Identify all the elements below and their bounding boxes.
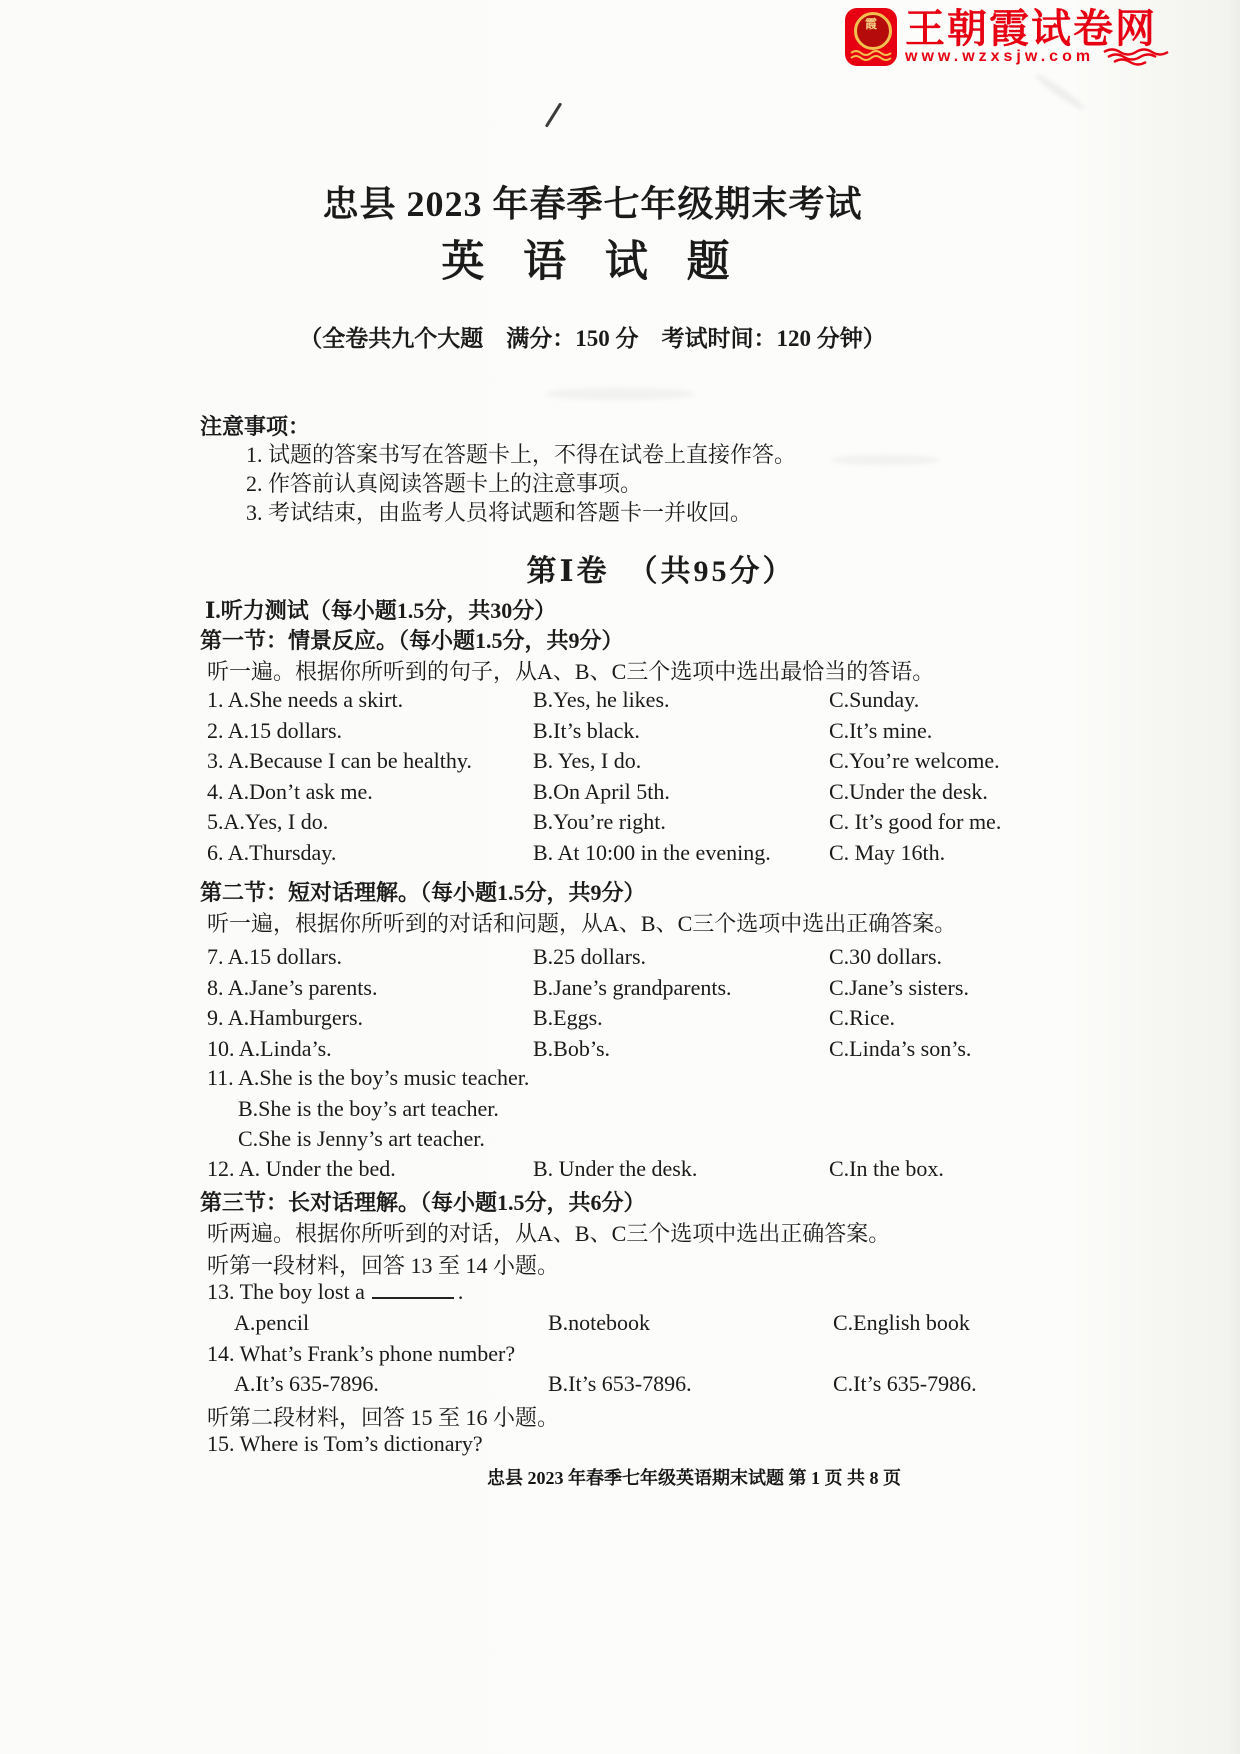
choice-a: 7. A.15 dollars.	[207, 944, 343, 969]
choice-a: 11. A.She is the boy’s music teacher.	[207, 1065, 530, 1090]
choice-b: B.It’s black.	[533, 717, 640, 743]
notice-list	[246, 440, 796, 527]
question-row	[0, 840, 1240, 871]
choice-c: C.It’s mine.	[829, 717, 933, 743]
question-13-options	[0, 1310, 1240, 1336]
section2-heading: 第二节：短对话理解。（每小题1.5分，共9分）	[200, 880, 646, 905]
choice-c: C.Jane’s sisters.	[829, 974, 969, 1000]
exam-meta-line: （全卷共九个大题 满分：150 分 考试时间：120 分钟）	[299, 326, 886, 351]
section3-heading: 第三节：长对话理解。（每小题1.5分，共6分）	[200, 1190, 646, 1215]
choice-c: C.30 dollars.	[829, 944, 943, 969]
choice-b: B. Under the desk.	[533, 1156, 698, 1181]
section2-questions	[0, 944, 1240, 1066]
brand-logo	[845, 8, 1174, 66]
notice-item: 2. 作答前认真阅读答题卡上的注意事项。	[246, 471, 643, 496]
choice-b: B.On April 5th.	[533, 778, 670, 804]
brand-seal-glyph: 霞	[864, 17, 877, 31]
question-row	[0, 975, 1240, 1006]
exam-title: 忠县 2023 年春季七年级期末考试	[322, 184, 863, 224]
question-15-stem: 15. Where is Tom’s dictionary?	[207, 1431, 483, 1456]
scan-smudge	[545, 388, 695, 400]
choice-a: A.pencil	[234, 1310, 310, 1335]
scan-smudge	[830, 455, 940, 465]
choice-b: B.You’re right.	[533, 809, 666, 834]
question-row	[0, 1036, 1240, 1067]
choice-c: C.Sunday.	[829, 687, 920, 712]
choice-a: 12. A. Under the bed.	[207, 1156, 396, 1181]
choice-b: B.25 dollars.	[533, 944, 647, 969]
choice-a: 8. A.Jane’s parents.	[207, 974, 378, 1000]
section1-instruction: 听一遍。根据你所听到的句子，从A、B、C三个选项中选出最恰当的答语。	[207, 659, 935, 684]
question-row	[0, 748, 1240, 779]
choice-b: B.Eggs.	[533, 1005, 603, 1030]
choice-a: 1. A.She needs a skirt.	[207, 687, 404, 712]
question-row	[0, 718, 1240, 749]
choice-c: C. It’s good for me.	[829, 809, 1002, 834]
question-11	[207, 1063, 529, 1155]
brand-app-icon	[845, 8, 897, 66]
choice-c: C.In the box.	[829, 1156, 944, 1181]
choice-c: C.Under the desk.	[829, 778, 988, 804]
fill-blank-line	[372, 1279, 454, 1299]
choice-a: 10. A.Linda’s.	[207, 1035, 332, 1061]
page-footer: 忠县 2023 年春季七年级英语期末试题 第 1 页 共 8 页	[487, 1468, 901, 1488]
choice-a: 6. A.Thursday.	[207, 839, 337, 865]
question-14-stem: 14. What’s Frank’s phone number?	[207, 1341, 516, 1366]
choice-a: 9. A.Hamburgers.	[207, 1005, 364, 1030]
choice-c: C.Linda’s son’s.	[829, 1035, 972, 1061]
notice-item: 1. 试题的答案书写在答题卡上，不得在试卷上直接作答。	[246, 442, 797, 467]
question-row	[0, 944, 1240, 975]
choice-a: 3. A.Because I can be healthy.	[207, 748, 472, 773]
section2-instruction: 听一遍，根据你所听到的对话和问题，从A、B、C三个选项中选出正确答案。	[207, 911, 957, 936]
choice-c: C.English book	[833, 1310, 970, 1335]
choice-b: B.Jane’s grandparents.	[533, 974, 732, 1000]
choice-c: C.She is Jenny’s art teacher.	[238, 1126, 485, 1151]
choice-b: B.notebook	[548, 1310, 651, 1335]
choice-b: B.Bob’s.	[533, 1035, 611, 1061]
brand-text-block	[905, 8, 1174, 66]
notice-item: 3. 考试结束，由监考人员将试题和答题卡一并收回。	[246, 500, 753, 525]
choice-b: B.She is the boy’s art teacher.	[238, 1095, 499, 1121]
question-13-stem	[207, 1279, 463, 1305]
subject-title: 英 语 试 题	[441, 239, 744, 286]
section1-heading: 第一节：情景反应。（每小题1.5分，共9分）	[200, 628, 624, 653]
choice-a: A.It’s 635-7896.	[234, 1371, 379, 1396]
question-row	[0, 687, 1240, 718]
brand-url: www.wzxsjw.com	[905, 48, 1095, 65]
choice-c: C.Rice.	[829, 1005, 895, 1030]
listening-heading: Ⅰ.听力测试（每小题1.5分，共30分）	[205, 598, 557, 623]
section1-questions	[0, 687, 1240, 870]
question-row	[0, 779, 1240, 810]
question-row	[0, 809, 1240, 840]
choice-a: 5.A.Yes, I do.	[207, 809, 329, 834]
notice-heading: 注意事项：	[200, 414, 311, 439]
question-13-text: 13. The boy lost a	[207, 1279, 365, 1304]
question-14-options	[0, 1371, 1240, 1397]
brand-name: 王朝霞试卷网	[905, 7, 1157, 51]
red-waves-icon	[1102, 48, 1174, 66]
choice-a: 4. A.Don’t ask me.	[207, 778, 373, 804]
choice-b: B.It’s 653-7896.	[548, 1371, 692, 1396]
choice-b: B. At 10:00 in the evening.	[533, 839, 771, 865]
pen-slash-mark	[545, 102, 562, 127]
passage2-note: 听第二段材料，回答 15 至 16 小题。	[207, 1405, 560, 1430]
choice-b: B. Yes, I do.	[533, 748, 642, 773]
scan-smudge	[1033, 72, 1087, 113]
choice-c: C. May 16th.	[829, 839, 946, 865]
choice-b: B.Yes, he likes.	[533, 687, 670, 712]
choice-c: C.You’re welcome.	[829, 748, 1000, 773]
gold-waves-icon	[850, 50, 892, 62]
question-13-tail: .	[457, 1279, 464, 1304]
question-12	[0, 1156, 1240, 1187]
choice-c: C.It’s 635-7986.	[833, 1371, 977, 1396]
passage1-note: 听第一段材料，回答 13 至 14 小题。	[207, 1253, 560, 1278]
section3-instruction: 听两遍。根据你所听到的对话，从A、B、C三个选项中选出正确答案。	[207, 1221, 891, 1246]
question-row	[0, 1005, 1240, 1036]
choice-a: 2. A.15 dollars.	[207, 717, 343, 743]
part1-title: 第Ⅰ卷 （共95分）	[526, 555, 796, 588]
